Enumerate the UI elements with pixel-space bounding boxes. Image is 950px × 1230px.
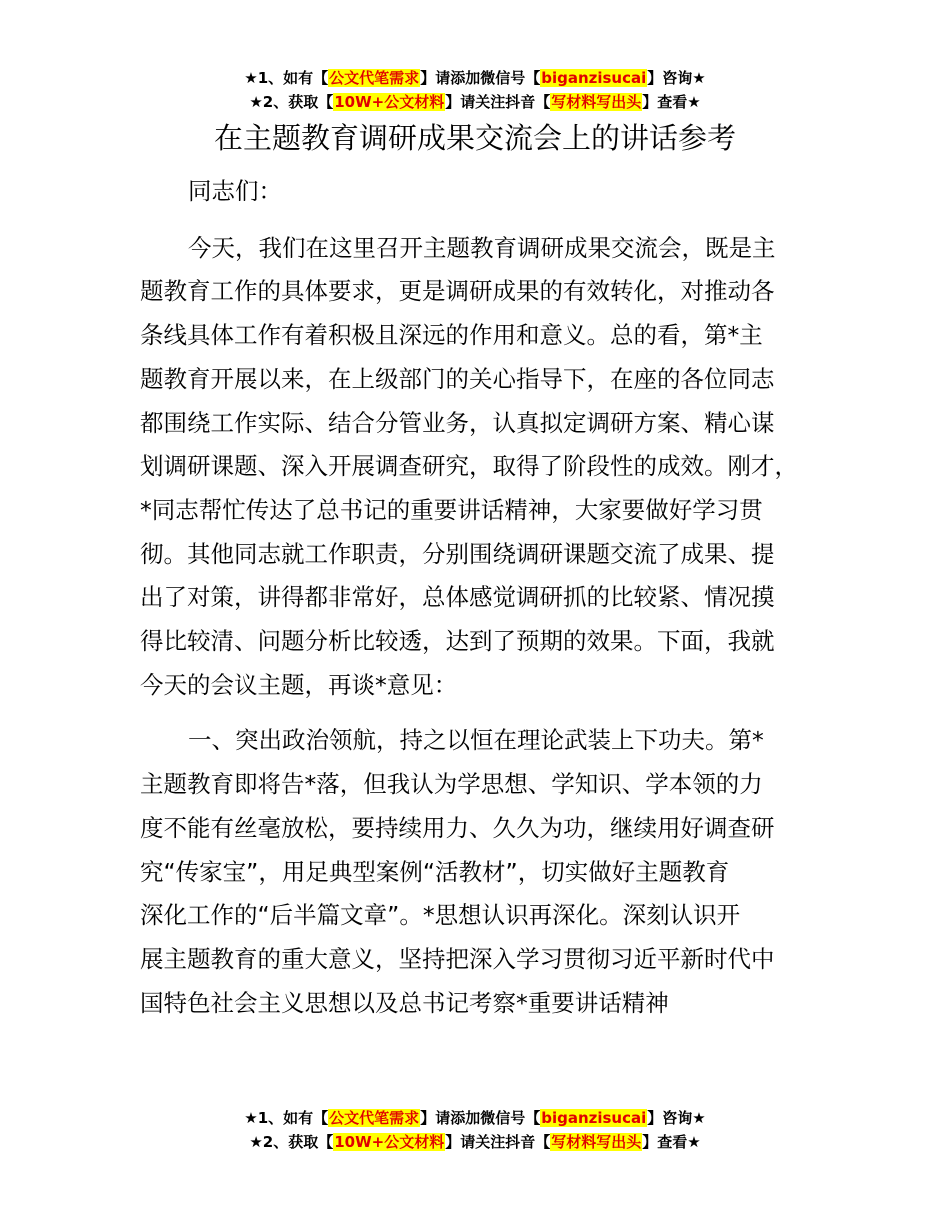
document-title: 在主题教育调研成果交流会上的讲话参考	[213, 121, 736, 155]
banner-text: 】查看★	[642, 1133, 701, 1151]
banner-text: 】请关注抖音【	[445, 1133, 551, 1151]
text-line: 彻。其他同志就工作职责，分别围绕调研课题交流了成果、提	[140, 539, 775, 568]
text-line: 国特色社会主义思想以及总书记考察*重要讲话精神	[140, 988, 669, 1017]
banner-text: ★2、获取【	[249, 1133, 334, 1151]
banner-text: ★1、如有【	[244, 1109, 329, 1127]
highlight-text: 10W+公文材料	[334, 1133, 445, 1151]
banner-text: 】请添加微信号【	[420, 1109, 541, 1127]
text-line: 究“传家宝”，用足典型案例“活教材”，切实做好主题教育	[140, 857, 730, 886]
highlight-text: 公文代笔需求	[329, 69, 420, 87]
text-line: 主题教育即将告*落，但我认为学思想、学知识、学本领的力	[140, 770, 763, 799]
text-line: *同志帮忙传达了总书记的重要讲话精神，大家要做好学习贯	[140, 495, 763, 524]
highlight-text: 写材料写出头	[551, 1133, 642, 1151]
banner-line-2	[0, 90, 950, 114]
text-line: 展主题教育的重大意义，坚持把深入学习贯彻习近平新时代中	[140, 944, 775, 973]
paragraph-2	[140, 719, 835, 1025]
banner-text: 】查看★	[642, 93, 701, 111]
banner-text: 】咨询★	[647, 69, 706, 87]
text-line: 一、突出政治领航，持之以恒在理论武装上下功夫。第*	[188, 726, 764, 755]
text-line: 深化工作的“后半篇文章”。*思想认识再深化。深刻认识开	[140, 901, 741, 930]
banner-text: 】咨询★	[647, 1109, 706, 1127]
text-line: 今天，我们在这里召开主题教育调研成果交流会，既是主	[188, 233, 776, 262]
highlight-text: 公文代笔需求	[329, 1109, 420, 1127]
banner-text: ★2、获取【	[249, 93, 334, 111]
text-line: 题教育开展以来，在上级部门的关心指导下，在座的各位同志	[140, 364, 775, 393]
banner-line-1	[0, 1106, 950, 1130]
paragraph-1	[140, 227, 835, 708]
text-line: 度不能有丝毫放松，要持续用力、久久为功，继续用好调查研	[140, 813, 775, 842]
highlight-text: biganzisucai	[541, 69, 647, 87]
highlight-text: 写材料写出头	[551, 93, 642, 111]
highlight-text: biganzisucai	[541, 1109, 647, 1127]
text-line: 今天的会议主题，再谈*意见：	[140, 670, 458, 699]
top-banner	[0, 66, 950, 114]
text-line: 出了对策，讲得都非常好，总体感觉调研抓的比较紧、情况摸	[140, 583, 775, 612]
banner-text: 】请关注抖音【	[445, 93, 551, 111]
banner-line-1	[0, 66, 950, 90]
banner-text: ★1、如有【	[244, 69, 329, 87]
banner-line-2	[0, 1130, 950, 1154]
text-line: 都围绕工作实际、结合分管业务，认真拟定调研方案、精心谋	[140, 408, 775, 437]
text-line: 得比较清、问题分析比较透，达到了预期的效果。下面，我就	[140, 627, 775, 656]
greeting: 同志们：	[188, 177, 282, 205]
text-line: 划调研课题、深入开展调查研究，取得了阶段性的成效。刚才，	[140, 452, 798, 481]
document-body	[140, 170, 835, 1025]
text-line: 条线具体工作有着积极且深远的作用和意义。总的看，第*主	[140, 321, 763, 350]
bottom-banner	[0, 1106, 950, 1154]
banner-text: 】请添加微信号【	[420, 69, 541, 87]
text-line: 题教育工作的具体要求，更是调研成果的有效转化，对推动各	[140, 277, 775, 306]
highlight-text: 10W+公文材料	[334, 93, 445, 111]
